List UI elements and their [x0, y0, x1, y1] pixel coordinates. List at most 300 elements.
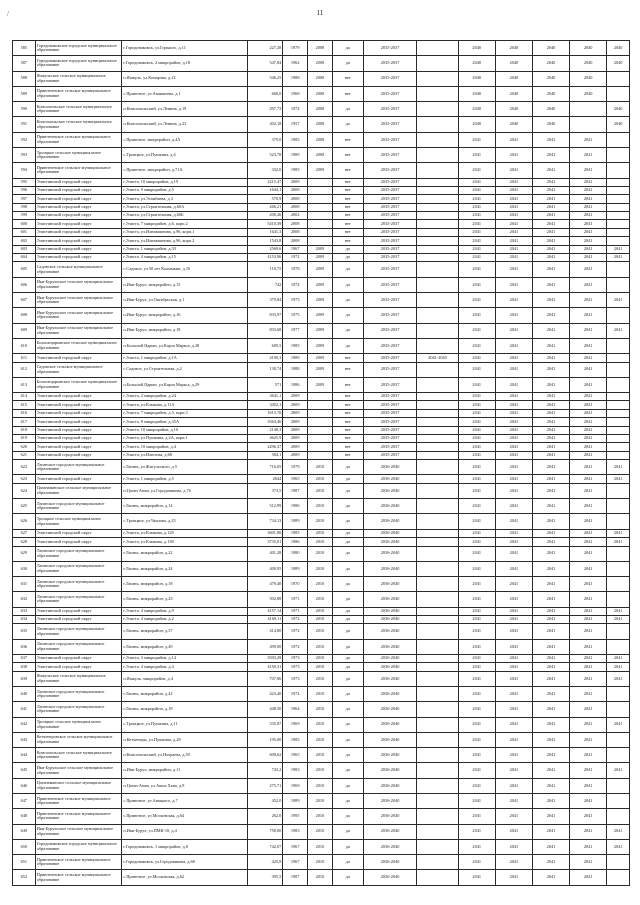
cell-area: 502,88: [248, 592, 283, 607]
cell-area: 571: [248, 377, 283, 392]
cell-year-built: 2009: [283, 426, 308, 434]
cell-year-1: 2041: [458, 577, 495, 592]
cell-year-5: [607, 809, 630, 824]
cell-row-number: 626: [13, 514, 36, 529]
cell-period-b: [417, 616, 458, 624]
cell-period-a: 2035-2037: [363, 228, 417, 236]
cell-year-entry: 2010: [308, 538, 333, 546]
cell-year-3: 2040: [532, 102, 569, 117]
cell-row-number: 590: [13, 102, 36, 117]
cell-period-b: [417, 839, 458, 854]
cell-period-b: [417, 293, 458, 308]
cell-year-1: 2041: [458, 220, 495, 228]
cell-year-2: 2041: [495, 163, 532, 178]
cell-area: 2296,37: [248, 443, 283, 451]
table-row: [13, 561, 630, 576]
cell-municipality: Элистинский городской округ: [35, 475, 122, 483]
cell-address: г.Элиста, 10 микрорайон, д.4: [122, 443, 248, 451]
cell-year-1: 2041: [458, 475, 495, 483]
cell-row-number: 606: [13, 277, 36, 292]
table-row: [13, 855, 630, 870]
cell-period-b: [417, 732, 458, 747]
cell-period-b: [417, 362, 458, 377]
cell-address: п.Комсомольский, ул.Ленина, д.23: [122, 117, 248, 132]
cell-row-number: 605: [13, 262, 36, 277]
cell-year-1: 2041: [458, 538, 495, 546]
cell-year-5: [607, 499, 630, 514]
cell-year-3: 2041: [532, 794, 569, 809]
cell-year-3: 2041: [532, 186, 569, 194]
cell-address: п.Кетченеры, ул.Пушкина, д.28: [122, 732, 248, 747]
cell-year-built: 2009: [283, 451, 308, 459]
cell-year-4: 2041: [570, 245, 607, 253]
cell-address: г.Лагань, микрорайон, д.18: [122, 577, 248, 592]
cell-area: 1644,1: [248, 186, 283, 194]
cell-year-built: 1967: [283, 839, 308, 854]
cell-row-number: 632: [13, 592, 36, 607]
cell-year-entry: [308, 393, 333, 401]
cell-row-number: 616: [13, 409, 36, 417]
cell-year-5: [607, 86, 630, 101]
cell-flag: да: [332, 809, 363, 824]
cell-row-number: 627: [13, 529, 36, 537]
cell-year-3: 2041: [532, 277, 569, 292]
cell-flag: нет: [332, 132, 363, 147]
cell-year-built: 1972: [283, 624, 308, 639]
cell-year-1: 2040: [458, 86, 495, 101]
table-row: [13, 203, 630, 211]
cell-area: 3735,01: [248, 538, 283, 546]
cell-period-b: [417, 220, 458, 228]
cell-address: с.Троицкое, ул.Пушкина, д.11: [122, 717, 248, 732]
cell-year-3: 2041: [532, 870, 569, 886]
cell-address: п.Яшкуль, микрорайон, д.4: [122, 671, 248, 686]
cell-year-entry: 2010: [308, 663, 333, 671]
cell-year-3: 2041: [532, 763, 569, 778]
cell-year-built: 1986: [283, 499, 308, 514]
cell-year-5: 2040: [607, 41, 630, 56]
cell-year-5: 2041: [607, 717, 630, 732]
cell-year-4: 2041: [570, 778, 607, 793]
cell-period-b: [417, 538, 458, 546]
cell-year-built: 1980: [283, 546, 308, 561]
cell-year-1: 2041: [458, 671, 495, 686]
cell-flag: да: [332, 475, 363, 483]
cell-year-4: 2041: [570, 870, 607, 886]
cell-flag: да: [332, 592, 363, 607]
cell-row-number: 615: [13, 401, 36, 409]
cell-area: 608,62: [248, 748, 283, 763]
cell-row-number: 617: [13, 418, 36, 426]
cell-year-5: 2041: [607, 245, 630, 253]
cell-year-1: 2041: [458, 514, 495, 529]
cell-area: 479,40: [248, 577, 283, 592]
cell-row-number: 599: [13, 212, 36, 220]
cell-period-b: [417, 178, 458, 186]
cell-period-b: [417, 418, 458, 426]
cell-year-1: 2041: [458, 748, 495, 763]
cell-year-1: 2041: [458, 824, 495, 839]
cell-municipality: Ики-Бурульское сельское муниципальное образование: [35, 277, 122, 292]
cell-flag: да: [332, 748, 363, 763]
cell-year-built: 1983: [283, 763, 308, 778]
cell-year-3: 2041: [532, 687, 569, 702]
cell-year-built: 1978: [283, 262, 308, 277]
cell-flag: нет: [332, 393, 363, 401]
cell-row-number: 619: [13, 435, 36, 443]
cell-period-a: 2035-2037: [363, 178, 417, 186]
cell-year-4: 2041: [570, 237, 607, 245]
cell-year-4: 2041: [570, 254, 607, 262]
cell-year-5: [607, 163, 630, 178]
cell-period-b: [417, 277, 458, 292]
cell-row-number: 628: [13, 538, 36, 546]
cell-period-a: 2036-2040: [363, 607, 417, 615]
table-row: [13, 687, 630, 702]
cell-year-built: 1989: [283, 514, 308, 529]
cell-year-5: [607, 277, 630, 292]
cell-period-a: 2035-2037: [363, 41, 417, 56]
cell-year-4: 2041: [570, 624, 607, 639]
cell-period-a: 2035-2037: [363, 443, 417, 451]
register-table: [12, 40, 630, 886]
cell-year-built: 1989: [283, 561, 308, 576]
cell-year-5: [607, 203, 630, 211]
cell-year-entry: [308, 426, 333, 434]
cell-year-5: [607, 561, 630, 576]
cell-period-a: 2036-2040: [363, 577, 417, 592]
cell-year-3: 2041: [532, 577, 569, 592]
cell-flag: да: [332, 763, 363, 778]
cell-year-5: 2040: [607, 56, 630, 71]
cell-year-2: 2041: [495, 748, 532, 763]
table-row: [13, 839, 630, 854]
cell-area: 423,40: [248, 687, 283, 702]
cell-period-a: 2035-2037: [363, 338, 417, 353]
cell-area: 833,97: [248, 308, 283, 323]
cell-year-2: 2041: [495, 778, 532, 793]
cell-year-5: [607, 794, 630, 809]
table-row: [13, 56, 630, 71]
cell-period-a: 2035-2037: [363, 71, 417, 86]
cell-year-2: 2041: [495, 409, 532, 417]
cell-flag: нет: [332, 426, 363, 434]
cell-period-a: 2036-2040: [363, 778, 417, 793]
cell-year-entry: 2010: [308, 748, 333, 763]
cell-year-1: 2041: [458, 195, 495, 203]
cell-year-entry: 2008: [308, 117, 333, 132]
cell-period-b: [417, 245, 458, 253]
cell-year-2: 2041: [495, 237, 532, 245]
cell-row-number: 639: [13, 671, 36, 686]
cell-municipality: Лаганское городское муниципальное образование: [35, 687, 122, 702]
cell-year-2: 2041: [495, 245, 532, 253]
cell-municipality: Элистинский городской округ: [35, 354, 122, 362]
cell-year-1: 2041: [458, 277, 495, 292]
cell-year-3: 2041: [532, 220, 569, 228]
cell-period-b: [417, 717, 458, 732]
cell-period-a: 2035-2037: [363, 132, 417, 147]
cell-year-1: 2041: [458, 393, 495, 401]
cell-address: с.Приютное, ул.Апакшеева, д.1: [122, 86, 248, 101]
cell-period-a: 2036-2040: [363, 499, 417, 514]
table-row: [13, 870, 630, 886]
cell-period-a: 2035-2037: [363, 86, 417, 101]
cell-period-a: 2036-2040: [363, 561, 417, 576]
cell-year-5: [607, 639, 630, 654]
cell-address: п.Ики-Бурул, микрорайон, д.16: [122, 308, 248, 323]
cell-municipality: Лаганское городское муниципальное образование: [35, 702, 122, 717]
cell-address: г.Элиста, 10 микрорайон, д.19: [122, 178, 248, 186]
cell-row-number: 593: [13, 147, 36, 162]
cell-address: с.Приютное, ул.Московская, д.62: [122, 870, 248, 886]
table-row: [13, 671, 630, 686]
cell-year-4: 2041: [570, 262, 607, 277]
cell-year-2: 2041: [495, 426, 532, 434]
cell-address: г.Элиста, ул.Илюмжинова, д.96, корп.1: [122, 228, 248, 236]
cell-year-3: 2041: [532, 529, 569, 537]
cell-period-b: [417, 401, 458, 409]
cell-year-5: [607, 577, 630, 592]
cell-address: г.Городовиковск, ул.Горького, д.11: [122, 41, 248, 56]
cell-year-3: 2041: [532, 203, 569, 211]
cell-year-4: 2041: [570, 178, 607, 186]
table-row: [13, 338, 630, 353]
table-row: [13, 212, 630, 220]
cell-row-number: 634: [13, 616, 36, 624]
cell-area: 1641,3: [248, 228, 283, 236]
cell-year-built: 2008: [283, 186, 308, 194]
cell-year-2: 2041: [495, 475, 532, 483]
cell-address: п.Ики-Бурул, ул.Октябрьская, д.1: [122, 293, 248, 308]
table-row: [13, 451, 630, 459]
cell-municipality: Яшкульское сельское муниципальное образование: [35, 671, 122, 686]
cell-year-entry: 2009: [308, 163, 333, 178]
cell-period-b: [417, 117, 458, 132]
cell-year-4: 2040: [570, 86, 607, 101]
cell-year-4: 2041: [570, 426, 607, 434]
cell-municipality: Элистинский городской округ: [35, 393, 122, 401]
cell-year-built: 2009: [283, 418, 308, 426]
table-row: [13, 514, 630, 529]
cell-municipality: Приютненское сельское муниципальное образование: [35, 855, 122, 870]
cell-year-built: 1968: [283, 86, 308, 101]
cell-municipality: Элистинский городской округ: [35, 607, 122, 615]
cell-year-5: [607, 748, 630, 763]
cell-year-3: 2041: [532, 212, 569, 220]
cell-period-a: 2035-2037: [363, 147, 417, 162]
cell-flag: да: [332, 616, 363, 624]
cell-area: 2215,47: [248, 178, 283, 186]
cell-year-entry: 2010: [308, 639, 333, 654]
cell-area: 742,07: [248, 839, 283, 854]
cell-address: с.Садовое, ул.Строительная, д.2: [122, 362, 248, 377]
cell-flag: да: [332, 102, 363, 117]
table-row: [13, 147, 630, 162]
cell-address: п.Большой Царын, ул.Карла Маркса, д.28: [122, 338, 248, 353]
cell-year-3: 2041: [532, 717, 569, 732]
cell-year-built: 1974: [283, 102, 308, 117]
cell-year-5: 2041: [607, 323, 630, 338]
cell-year-4: 2041: [570, 763, 607, 778]
cell-municipality: Ики-Бурульское сельское муниципальное образование: [35, 323, 122, 338]
cell-municipality: Городовиковское городское муниципальное образование: [35, 56, 122, 71]
cell-period-a: 2035-2037: [363, 163, 417, 178]
cell-period-a: 2036-2040: [363, 671, 417, 686]
cell-year-2: 2041: [495, 809, 532, 824]
cell-flag: нет: [332, 71, 363, 86]
cell-flag: да: [332, 624, 363, 639]
cell-area: 4169,11: [248, 616, 283, 624]
table-row: [13, 228, 630, 236]
cell-year-3: 2041: [532, 435, 569, 443]
cell-year-1: 2041: [458, 809, 495, 824]
cell-period-a: 2035-2037: [363, 401, 417, 409]
cell-flag: да: [332, 546, 363, 561]
cell-year-entry: 2010: [308, 839, 333, 854]
cell-year-4: 2041: [570, 186, 607, 194]
cell-year-2: 2041: [495, 616, 532, 624]
cell-year-2: 2041: [495, 654, 532, 662]
cell-year-1: 2041: [458, 228, 495, 236]
cell-municipality: Элистинский городской округ: [35, 435, 122, 443]
cell-period-b: [417, 561, 458, 576]
table-row: [13, 178, 630, 186]
cell-year-3: 2041: [532, 362, 569, 377]
cell-area: 4625,9: [248, 435, 283, 443]
cell-year-entry: 2010: [308, 654, 333, 662]
cell-area: 547,84: [248, 56, 283, 71]
cell-period-b: [417, 443, 458, 451]
cell-row-number: 603: [13, 245, 36, 253]
cell-address: п.Большой Царын, ул.Карла Маркса, д.29: [122, 377, 248, 392]
cell-year-1: 2040: [458, 117, 495, 132]
cell-period-b: [417, 763, 458, 778]
cell-row-number: 649: [13, 824, 36, 839]
cell-period-b: [417, 56, 458, 71]
cell-area: 716,05: [248, 460, 283, 475]
cell-row-number: 594: [13, 163, 36, 178]
cell-year-4: 2041: [570, 855, 607, 870]
cell-year-4: 2041: [570, 147, 607, 162]
cell-period-b: [417, 654, 458, 662]
cell-flag: нет: [332, 178, 363, 186]
table-row: [13, 418, 630, 426]
cell-year-4: 2041: [570, 607, 607, 615]
cell-municipality: Садовское сельское муниципальное образование: [35, 262, 122, 277]
cell-year-built: 1971: [283, 592, 308, 607]
cell-year-2: 2041: [495, 203, 532, 211]
cell-year-5: [607, 401, 630, 409]
cell-year-1: 2041: [458, 426, 495, 434]
cell-year-2: 2041: [495, 293, 532, 308]
page-number: 11: [316, 9, 324, 17]
cell-year-entry: [308, 443, 333, 451]
cell-area: 499,00: [248, 639, 283, 654]
cell-year-1: 2041: [458, 499, 495, 514]
cell-year-entry: 2010: [308, 499, 333, 514]
cell-year-entry: 2009: [308, 323, 333, 338]
cell-period-a: 2036-2040: [363, 687, 417, 702]
cell-year-1: 2041: [458, 245, 495, 253]
cell-year-entry: 2010: [308, 778, 333, 793]
cell-period-b: [417, 794, 458, 809]
cell-year-5: [607, 377, 630, 392]
cell-period-a: 2035-2037: [363, 451, 417, 459]
cell-year-1: 2041: [458, 377, 495, 392]
cell-period-a: 2035-2037: [363, 262, 417, 277]
cell-address: г.Элиста, 7 микрорайон, д.5, корп.3: [122, 409, 248, 417]
cell-year-5: 2040: [607, 117, 630, 132]
cell-year-built: 2009: [283, 409, 308, 417]
cell-flag: да: [332, 855, 363, 870]
table-row: [13, 117, 630, 132]
cell-year-4: 2041: [570, 687, 607, 702]
cell-address: г.Элиста, ул.Клыкова, д.138: [122, 538, 248, 546]
cell-year-4: 2041: [570, 702, 607, 717]
cell-area: 2644: [248, 475, 283, 483]
table-row: [13, 435, 630, 443]
cell-area: 395,5: [248, 870, 283, 886]
cell-municipality: Цаганаманское сельское муниципальное образование: [35, 778, 122, 793]
cell-year-2: 2041: [495, 178, 532, 186]
cell-period-a: 2036-2040: [363, 475, 417, 483]
cell-row-number: 648: [13, 809, 36, 824]
cell-municipality: Элистинский городской округ: [35, 220, 122, 228]
cell-area: 3564,46: [248, 418, 283, 426]
cell-year-3: 2040: [532, 41, 569, 56]
cell-year-2: 2041: [495, 147, 532, 162]
cell-period-b: [417, 546, 458, 561]
cell-year-entry: 2010: [308, 794, 333, 809]
cell-year-2: 2041: [495, 499, 532, 514]
cell-year-4: 2041: [570, 451, 607, 459]
cell-municipality: Троицкое сельское муниципальное образование: [35, 717, 122, 732]
cell-flag: нет: [332, 220, 363, 228]
cell-year-4: 2041: [570, 717, 607, 732]
cell-period-a: 2036-2040: [363, 639, 417, 654]
cell-year-3: 2041: [532, 245, 569, 253]
cell-flag: да: [332, 538, 363, 546]
cell-period-b: [417, 639, 458, 654]
cell-row-number: 635: [13, 624, 36, 639]
cell-address: г.Элиста, 1 микрорайон, д.5: [122, 475, 248, 483]
cell-year-5: 2041: [607, 475, 630, 483]
cell-address: г.Элиста, ул.Илютова, д.68: [122, 451, 248, 459]
cell-year-2: 2041: [495, 663, 532, 671]
table-row: [13, 262, 630, 277]
cell-row-number: 598: [13, 203, 36, 211]
cell-year-2: 2041: [495, 254, 532, 262]
cell-year-4: 2041: [570, 794, 607, 809]
cell-year-3: 2041: [532, 354, 569, 362]
cell-period-b: 2041-2045: [417, 354, 458, 362]
cell-flag: да: [332, 514, 363, 529]
table-row: [13, 102, 630, 117]
cell-year-built: 2002: [283, 212, 308, 220]
cell-year-entry: 2010: [308, 592, 333, 607]
cell-row-number: 620: [13, 443, 36, 451]
cell-year-4: 2041: [570, 323, 607, 338]
cell-year-2: 2041: [495, 451, 532, 459]
cell-address: с.Приютное, ул.Анацкого, д.7: [122, 794, 248, 809]
cell-year-built: 1985: [283, 529, 308, 537]
cell-row-number: 604: [13, 254, 36, 262]
cell-year-3: 2040: [532, 71, 569, 86]
cell-area: 425,8: [248, 855, 283, 870]
cell-period-b: [417, 809, 458, 824]
cell-flag: да: [332, 663, 363, 671]
